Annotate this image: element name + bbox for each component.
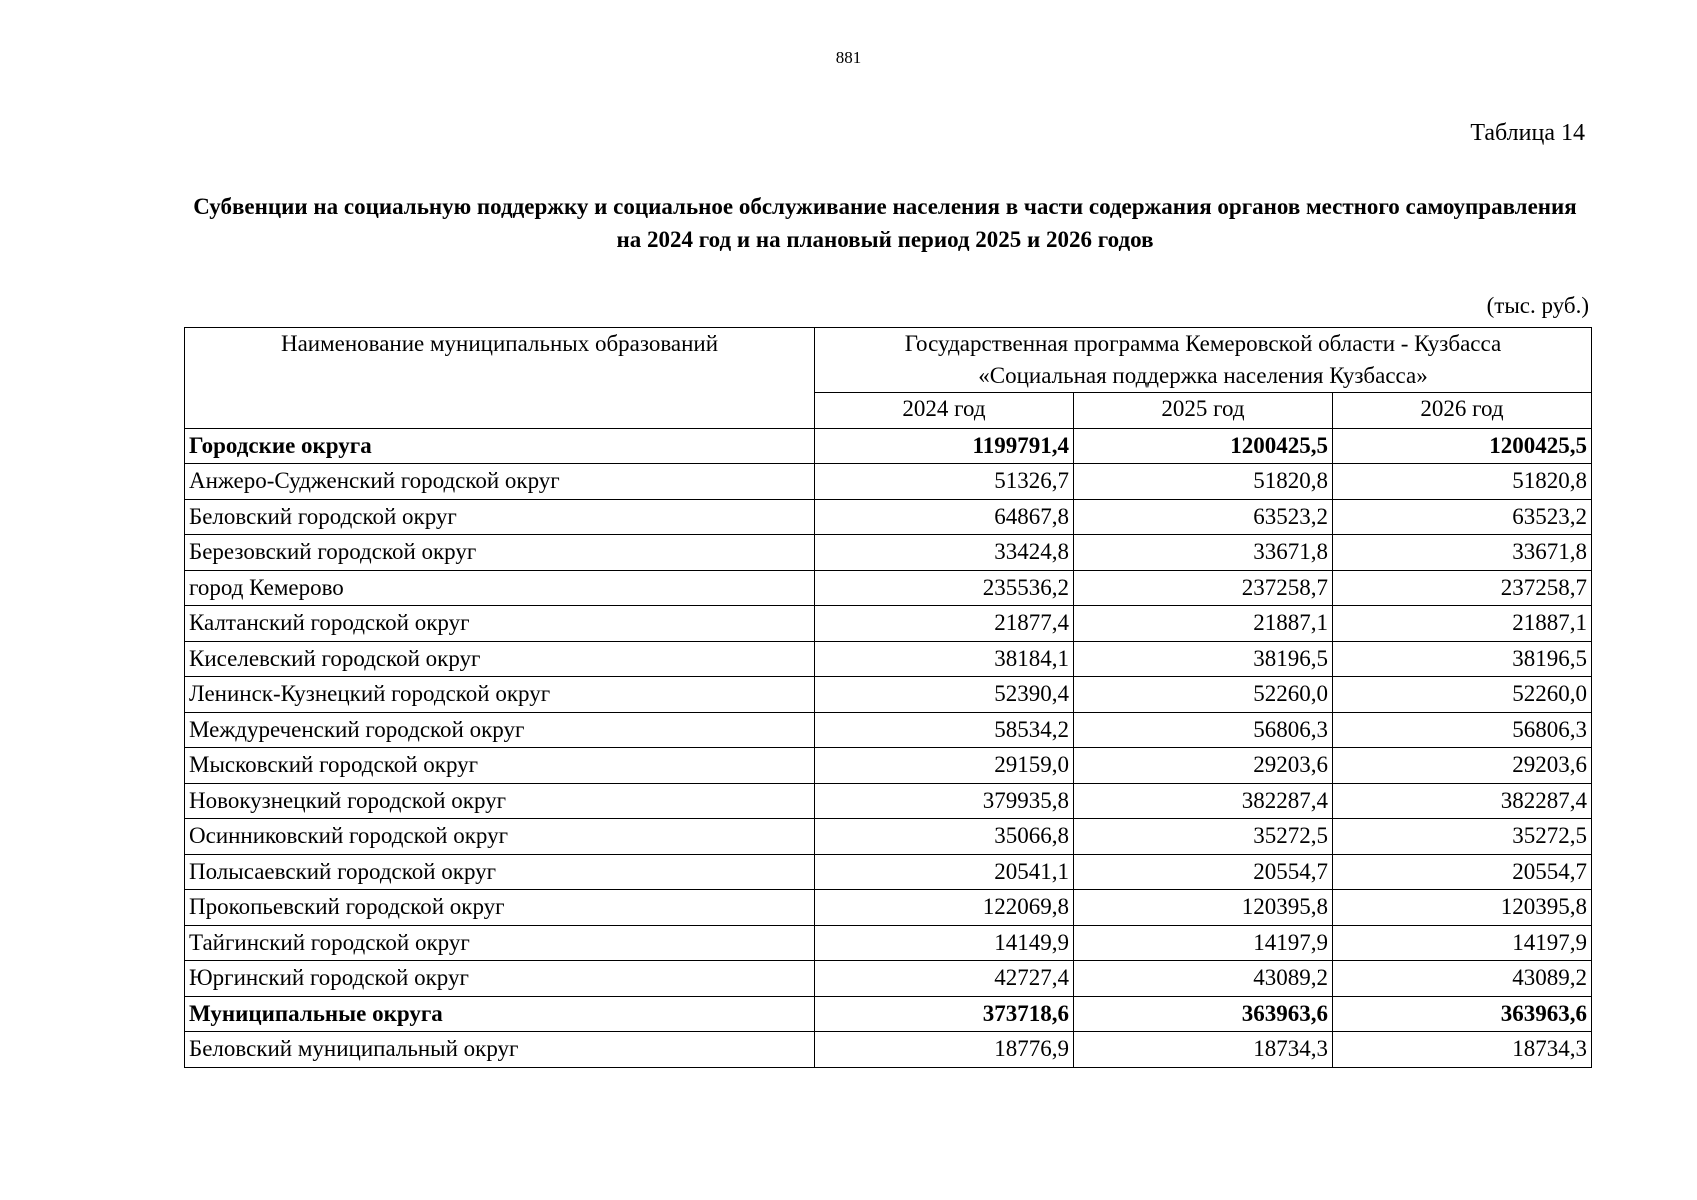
document-title: Субвенции на социальную поддержку и социальное обслуживание населения в части содержания органов местного самоуправления на 2024 год и на плановый период 2025 и 2026 годов bbox=[193, 194, 1577, 252]
cell-municipality-name: Осинниковский городской округ bbox=[185, 819, 815, 855]
cell-municipality-name: Мысковский городской округ bbox=[185, 748, 815, 784]
cell-value-2025: 52260,0 bbox=[1074, 677, 1333, 713]
cell-value-2024: 29159,0 bbox=[815, 748, 1074, 784]
cell-municipality-name: город Кемерово bbox=[185, 570, 815, 606]
cell-value-2025: 35272,5 bbox=[1074, 819, 1333, 855]
cell-value-2026: 43089,2 bbox=[1333, 961, 1592, 997]
table-row bbox=[185, 1032, 1592, 1068]
cell-value-2025: 33671,8 bbox=[1074, 535, 1333, 571]
cell-municipality-name: Прокопьевский городской округ bbox=[185, 890, 815, 926]
cell-value-2024: 42727,4 bbox=[815, 961, 1074, 997]
cell-municipality-name: Тайгинский городской округ bbox=[185, 925, 815, 961]
units-label: (тыс. руб.) bbox=[1486, 293, 1589, 318]
cell-municipality-name: Киселевский городской округ bbox=[185, 641, 815, 677]
header-municipality-name: Наименование муниципальных образований bbox=[185, 328, 815, 429]
table-row bbox=[185, 748, 1592, 784]
cell-value-2024: 51326,7 bbox=[815, 464, 1074, 500]
cell-value-2024: 379935,8 bbox=[815, 783, 1074, 819]
cell-municipality-name: Муниципальные округа bbox=[185, 996, 815, 1032]
cell-value-2026: 18734,3 bbox=[1333, 1032, 1592, 1068]
cell-value-2024: 21877,4 bbox=[815, 606, 1074, 642]
cell-value-2026: 51820,8 bbox=[1333, 464, 1592, 500]
cell-value-2024: 1199791,4 bbox=[815, 428, 1074, 464]
table-row bbox=[185, 961, 1592, 997]
cell-municipality-name: Новокузнецкий городской округ bbox=[185, 783, 815, 819]
cell-value-2025: 63523,2 bbox=[1074, 499, 1333, 535]
header-year-2024: 2024 год bbox=[815, 393, 1074, 429]
cell-value-2025: 29203,6 bbox=[1074, 748, 1333, 784]
cell-municipality-name: Беловский городской округ bbox=[185, 499, 815, 535]
cell-value-2025: 21887,1 bbox=[1074, 606, 1333, 642]
cell-value-2026: 29203,6 bbox=[1333, 748, 1592, 784]
header-year-2025: 2025 год bbox=[1074, 393, 1333, 429]
cell-value-2025: 43089,2 bbox=[1074, 961, 1333, 997]
table-row bbox=[185, 925, 1592, 961]
cell-value-2025: 237258,7 bbox=[1074, 570, 1333, 606]
cell-value-2024: 235536,2 bbox=[815, 570, 1074, 606]
header-state-program bbox=[815, 328, 1592, 393]
table-header-row bbox=[185, 328, 1592, 393]
cell-value-2024: 122069,8 bbox=[815, 890, 1074, 926]
table-row bbox=[185, 819, 1592, 855]
cell-value-2026: 21887,1 bbox=[1333, 606, 1592, 642]
cell-value-2026: 52260,0 bbox=[1333, 677, 1592, 713]
table-row bbox=[185, 570, 1592, 606]
cell-value-2026: 1200425,5 bbox=[1333, 428, 1592, 464]
cell-value-2024: 373718,6 bbox=[815, 996, 1074, 1032]
cell-value-2024: 38184,1 bbox=[815, 641, 1074, 677]
page-number: 881 bbox=[835, 48, 862, 67]
cell-value-2024: 33424,8 bbox=[815, 535, 1074, 571]
cell-municipality-name: Березовский городской округ bbox=[185, 535, 815, 571]
cell-municipality-name: Юргинский городской округ bbox=[185, 961, 815, 997]
table-row bbox=[185, 854, 1592, 890]
cell-municipality-name: Междуреченский городской округ bbox=[185, 712, 815, 748]
cell-municipality-name: Полысаевский городской округ bbox=[185, 854, 815, 890]
table-group-row bbox=[185, 996, 1592, 1032]
cell-value-2025: 56806,3 bbox=[1074, 712, 1333, 748]
table-row bbox=[185, 783, 1592, 819]
cell-value-2025: 1200425,5 bbox=[1074, 428, 1333, 464]
table-row bbox=[185, 606, 1592, 642]
table-row bbox=[185, 712, 1592, 748]
cell-value-2024: 14149,9 bbox=[815, 925, 1074, 961]
cell-value-2025: 18734,3 bbox=[1074, 1032, 1333, 1068]
cell-value-2024: 64867,8 bbox=[815, 499, 1074, 535]
header-program-text: Государственная программа Кемеровской области - Кузбасса «Социальная поддержка населения Кузбасса» bbox=[904, 331, 1502, 388]
cell-value-2025: 14197,9 bbox=[1074, 925, 1333, 961]
cell-value-2024: 20541,1 bbox=[815, 854, 1074, 890]
table-row bbox=[185, 890, 1592, 926]
table-row bbox=[185, 464, 1592, 500]
cell-municipality-name: Беловский муниципальный округ bbox=[185, 1032, 815, 1068]
subventions-table bbox=[184, 327, 1592, 1068]
table-row bbox=[185, 641, 1592, 677]
cell-municipality-name: Городские округа bbox=[185, 428, 815, 464]
cell-municipality-name: Анжеро-Судженский городской округ bbox=[185, 464, 815, 500]
cell-value-2024: 18776,9 bbox=[815, 1032, 1074, 1068]
header-year-2026: 2026 год bbox=[1333, 393, 1592, 429]
cell-value-2025: 51820,8 bbox=[1074, 464, 1333, 500]
cell-municipality-name: Калтанский городской округ bbox=[185, 606, 815, 642]
cell-value-2026: 63523,2 bbox=[1333, 499, 1592, 535]
cell-value-2025: 38196,5 bbox=[1074, 641, 1333, 677]
table-label: Таблица 14 bbox=[1470, 120, 1585, 146]
cell-value-2026: 14197,9 bbox=[1333, 925, 1592, 961]
cell-value-2024: 52390,4 bbox=[815, 677, 1074, 713]
cell-value-2026: 33671,8 bbox=[1333, 535, 1592, 571]
cell-value-2025: 363963,6 bbox=[1074, 996, 1333, 1032]
cell-value-2026: 38196,5 bbox=[1333, 641, 1592, 677]
cell-value-2026: 120395,8 bbox=[1333, 890, 1592, 926]
cell-value-2025: 382287,4 bbox=[1074, 783, 1333, 819]
table-row bbox=[185, 499, 1592, 535]
cell-value-2024: 35066,8 bbox=[815, 819, 1074, 855]
cell-municipality-name: Ленинск-Кузнецкий городской округ bbox=[185, 677, 815, 713]
cell-value-2026: 363963,6 bbox=[1333, 996, 1592, 1032]
cell-value-2024: 58534,2 bbox=[815, 712, 1074, 748]
table-group-row bbox=[185, 428, 1592, 464]
cell-value-2026: 56806,3 bbox=[1333, 712, 1592, 748]
table-body bbox=[185, 428, 1592, 1067]
cell-value-2025: 120395,8 bbox=[1074, 890, 1333, 926]
table-row bbox=[185, 535, 1592, 571]
table-row bbox=[185, 677, 1592, 713]
cell-value-2026: 35272,5 bbox=[1333, 819, 1592, 855]
cell-value-2026: 237258,7 bbox=[1333, 570, 1592, 606]
cell-value-2026: 20554,7 bbox=[1333, 854, 1592, 890]
cell-value-2025: 20554,7 bbox=[1074, 854, 1333, 890]
cell-value-2026: 382287,4 bbox=[1333, 783, 1592, 819]
